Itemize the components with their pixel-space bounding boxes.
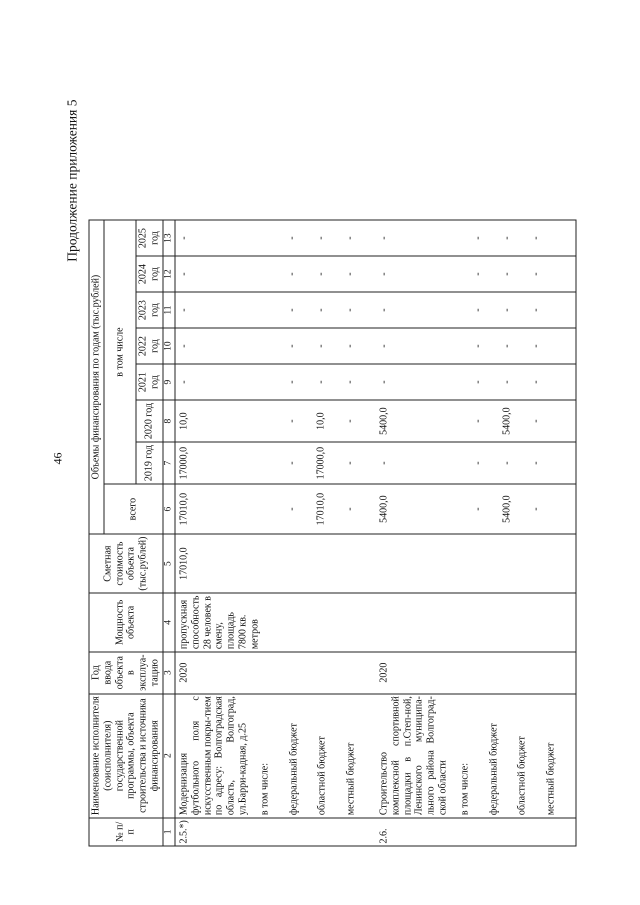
- value: -: [472, 308, 484, 312]
- total-values: [375, 484, 575, 534]
- value: -: [378, 272, 390, 276]
- estimated-cost: 17010,0: [175, 534, 375, 593]
- table-row: [175, 220, 375, 846]
- header-including: в том числе: [104, 220, 136, 484]
- value: -: [378, 380, 390, 384]
- value: 17010,0: [178, 492, 190, 526]
- federal-budget-label: федеральный бюджет: [488, 723, 500, 816]
- value: -: [344, 507, 356, 511]
- header-2025: 2025 год: [136, 220, 163, 256]
- header-2023: 2023 год: [136, 292, 163, 328]
- commission-year: 2020: [175, 652, 375, 694]
- value: -: [378, 308, 390, 312]
- header-2024: 2024 год: [136, 256, 163, 292]
- values-2025: [375, 220, 575, 256]
- value: -: [472, 461, 484, 465]
- value: -: [378, 344, 390, 348]
- value: -: [530, 419, 542, 423]
- value: -: [286, 236, 298, 240]
- value: 5400,0: [378, 495, 390, 523]
- values-2022: [375, 328, 575, 364]
- value: -: [530, 344, 542, 348]
- value: -: [472, 344, 484, 348]
- value: -: [378, 461, 390, 465]
- object-name: Строительство комплексной спортивной площадки в п.Степ-ной, Ленинского муниципа-льного района Волгоград-ской области: [378, 696, 449, 816]
- values-2021: [175, 364, 375, 400]
- value: -: [178, 380, 190, 384]
- values-2022: [175, 328, 375, 364]
- values-2020: [175, 400, 375, 442]
- value: 10,0: [178, 412, 190, 430]
- header-volumes: Объемы финансирования по годам (тыс.рублей): [89, 220, 104, 534]
- value: -: [315, 344, 327, 348]
- values-2020: [375, 400, 575, 442]
- object-capacity: пропускная способность 28 человек в смену, площадь 7800 кв. метров: [175, 593, 375, 652]
- value: -: [501, 308, 513, 312]
- object-name-cell: [175, 694, 375, 818]
- value: 17000,0: [178, 446, 190, 480]
- value: -: [378, 236, 390, 240]
- value: -: [344, 419, 356, 423]
- value: -: [472, 272, 484, 276]
- value: 17010,0: [315, 492, 327, 526]
- rotated-landscape-sheet: [1, 0, 640, 905]
- value: -: [344, 308, 356, 312]
- value: -: [530, 236, 542, 240]
- object-name-cell: [375, 694, 575, 818]
- values-2023: [375, 292, 575, 328]
- col-number: 9: [163, 364, 175, 400]
- local-budget-label: местный бюджет: [345, 742, 357, 816]
- object-name: Модернизация футбольного поля с искусственным покры-тием по адресу: Волгоградская область, Волгоград, ул.Барри-кадная, д.25: [178, 696, 249, 816]
- header-2021: 2021 год: [136, 364, 163, 400]
- value: -: [286, 308, 298, 312]
- federal-budget-label: федеральный бюджет: [288, 723, 300, 816]
- values-2023: [175, 292, 375, 328]
- col-number: 2: [163, 694, 175, 818]
- value: -: [178, 272, 190, 276]
- value: -: [472, 236, 484, 240]
- total-values: [175, 484, 375, 534]
- value: -: [315, 308, 327, 312]
- header-2022: 2022 год: [136, 328, 163, 364]
- value: -: [501, 344, 513, 348]
- col-number: 8: [163, 400, 175, 442]
- col-number: 12: [163, 256, 175, 292]
- value: -: [344, 344, 356, 348]
- value: -: [315, 380, 327, 384]
- value: 10,0: [315, 412, 327, 430]
- value: -: [286, 272, 298, 276]
- col-number: 7: [163, 442, 175, 484]
- col-number: 10: [163, 328, 175, 364]
- values-2025: [175, 220, 375, 256]
- value: -: [178, 236, 190, 240]
- value: -: [472, 419, 484, 423]
- header-year-in: Год ввода объекта в эксплуа-тацию: [89, 652, 163, 694]
- value: -: [178, 308, 190, 312]
- value: 17000,0: [315, 446, 327, 480]
- value: -: [530, 272, 542, 276]
- value: -: [530, 308, 542, 312]
- value: -: [286, 344, 298, 348]
- values-2019: [175, 442, 375, 484]
- value: -: [501, 272, 513, 276]
- financing-table: [89, 220, 577, 847]
- values-2019: [375, 442, 575, 484]
- col-number: 11: [163, 292, 175, 328]
- header-capacity: Мощность объекта: [89, 593, 163, 652]
- value: -: [530, 461, 542, 465]
- value: -: [472, 380, 484, 384]
- table-row: [375, 220, 575, 846]
- value: -: [344, 461, 356, 465]
- subtotal-label: в том числе:: [259, 763, 271, 816]
- value: -: [530, 380, 542, 384]
- value: -: [286, 380, 298, 384]
- value: -: [286, 507, 298, 511]
- value: -: [286, 461, 298, 465]
- header-cost: Сметная стоимость объекта (тыс.рублей): [89, 534, 163, 593]
- header-2020: 2020 год: [136, 400, 163, 442]
- header-num: № п/п: [89, 818, 163, 846]
- col-number: 3: [163, 652, 175, 694]
- values-2021: [375, 364, 575, 400]
- value: -: [501, 380, 513, 384]
- column-number-row: [163, 220, 175, 846]
- value: -: [344, 236, 356, 240]
- value: -: [501, 236, 513, 240]
- col-number: 1: [163, 818, 175, 846]
- row-number: 2.6.: [375, 818, 575, 846]
- col-number: 13: [163, 220, 175, 256]
- value: 5400,0: [501, 495, 513, 523]
- col-number: 5: [163, 534, 175, 593]
- local-budget-label: местный бюджет: [545, 742, 557, 816]
- col-number: 6: [163, 484, 175, 534]
- value: -: [501, 461, 513, 465]
- value: 5400,0: [501, 407, 513, 435]
- value: -: [315, 236, 327, 240]
- value: 5400,0: [378, 407, 390, 435]
- regional-budget-label: областной бюджет: [516, 736, 528, 816]
- estimated-cost: [375, 534, 575, 593]
- value: -: [472, 507, 484, 511]
- commission-year: 2020: [375, 652, 575, 694]
- continuation-title: Продолжение приложения 5: [64, 99, 80, 262]
- object-capacity: [375, 593, 575, 652]
- header-total: всего: [104, 484, 163, 534]
- value: -: [315, 272, 327, 276]
- value: -: [344, 272, 356, 276]
- header-name: Наименование исполнителя (соисполнителя) государственной программы, объекта строительства и источника финансирования: [89, 694, 163, 818]
- values-2024: [175, 256, 375, 292]
- values-2024: [375, 256, 575, 292]
- page-number: 46: [50, 452, 65, 465]
- subtotal-label: в том числе:: [459, 763, 471, 816]
- value: -: [178, 344, 190, 348]
- header-2019: 2019 год: [136, 442, 163, 484]
- col-number: 4: [163, 593, 175, 652]
- value: -: [530, 507, 542, 511]
- regional-budget-label: областной бюджет: [316, 736, 328, 816]
- value: -: [344, 380, 356, 384]
- row-number: 2.5.*): [175, 818, 375, 846]
- value: -: [286, 419, 298, 423]
